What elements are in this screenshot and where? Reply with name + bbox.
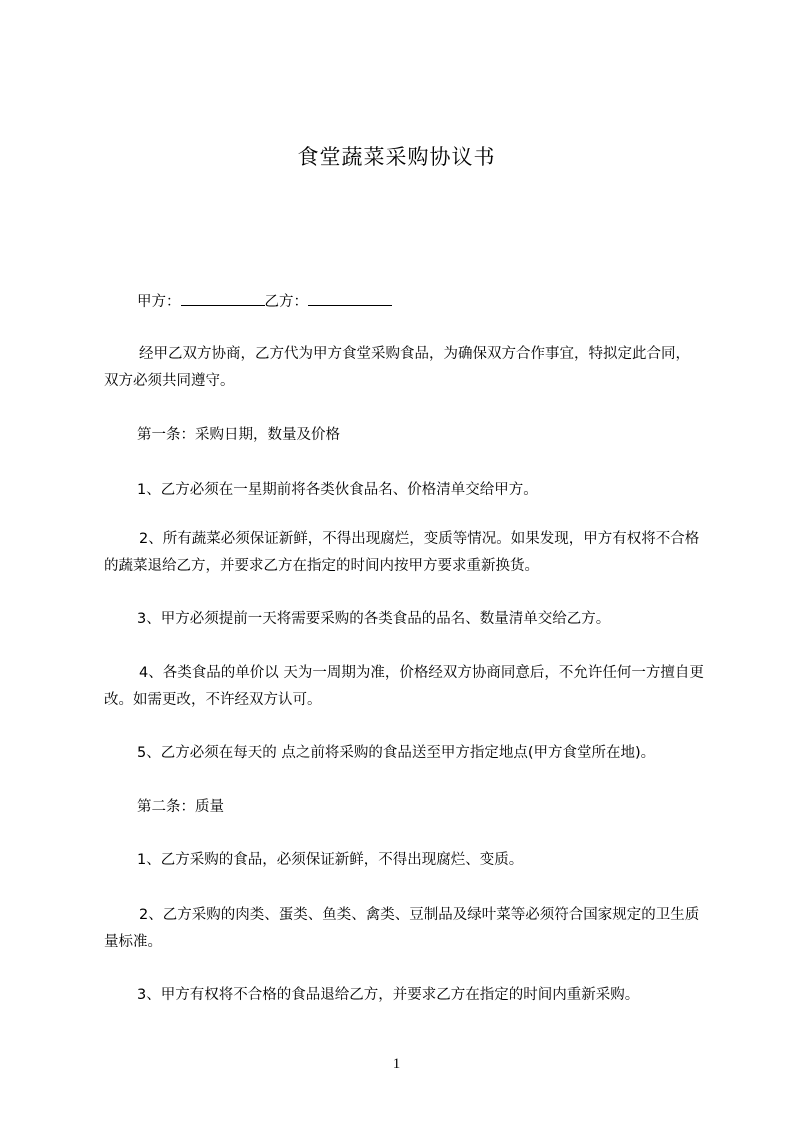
- article-1-clause-5: 5、乙方必须在每天的 点之前将采购的食品送至甲方指定地点(甲方食堂所在地)。: [137, 745, 656, 761]
- party-line: [137, 290, 392, 313]
- document-title: 食堂蔬菜采购协议书: [297, 145, 496, 169]
- article-2-clause-1: 1、乙方采购的食品，必须保证新鲜，不得出现腐烂、变质。: [137, 852, 524, 868]
- party-a-blank: [181, 290, 265, 306]
- party-a-label: 甲方：: [137, 294, 181, 310]
- article-1-clause-3: 3、甲方必须提前一天将需要采购的各类食品的品名、数量清单交给乙方。: [137, 611, 611, 627]
- page-number: 1: [392, 1056, 401, 1072]
- party-b-blank: [308, 290, 392, 306]
- article-2-clause-2: 2、乙方采购的肉类、蛋类、鱼类、禽类、豆制品及绿叶菜等必须符合国家规定的卫生质量标准。: [104, 907, 700, 950]
- article-1-clause-2: 2、所有蔬菜必须保证新鲜，不得出现腐烂，变质等情况。如果发现，甲方有权将不合格的蔬菜退给乙方，并要求乙方在指定的时间内按甲方要求重新换货。: [104, 531, 700, 574]
- article-1-clause-4: 4、各类食品的单价以 天为一周期为准，价格经双方协商同意后，不允许任何一方擅自更改。如需更改，不许经双方认可。: [104, 665, 704, 708]
- intro-paragraph: 经甲乙双方协商，乙方代为甲方食堂采购食品，为确保双方合作事宜，特拟定此合同，双方必须共同遵守。: [104, 346, 690, 389]
- article-1-clause-1: 1、乙方必须在一星期前将各类伙食品名、价格清单交给甲方。: [137, 482, 538, 498]
- article-2-clause-3: 3、甲方有权将不合格的食品退给乙方，并要求乙方在指定的时间内重新采购。: [137, 987, 640, 1003]
- article-1-heading: 第一条：采购日期，数量及价格: [137, 427, 340, 443]
- party-b-label: 乙方：: [264, 294, 308, 310]
- article-2-heading: 第二条：质量: [137, 799, 224, 815]
